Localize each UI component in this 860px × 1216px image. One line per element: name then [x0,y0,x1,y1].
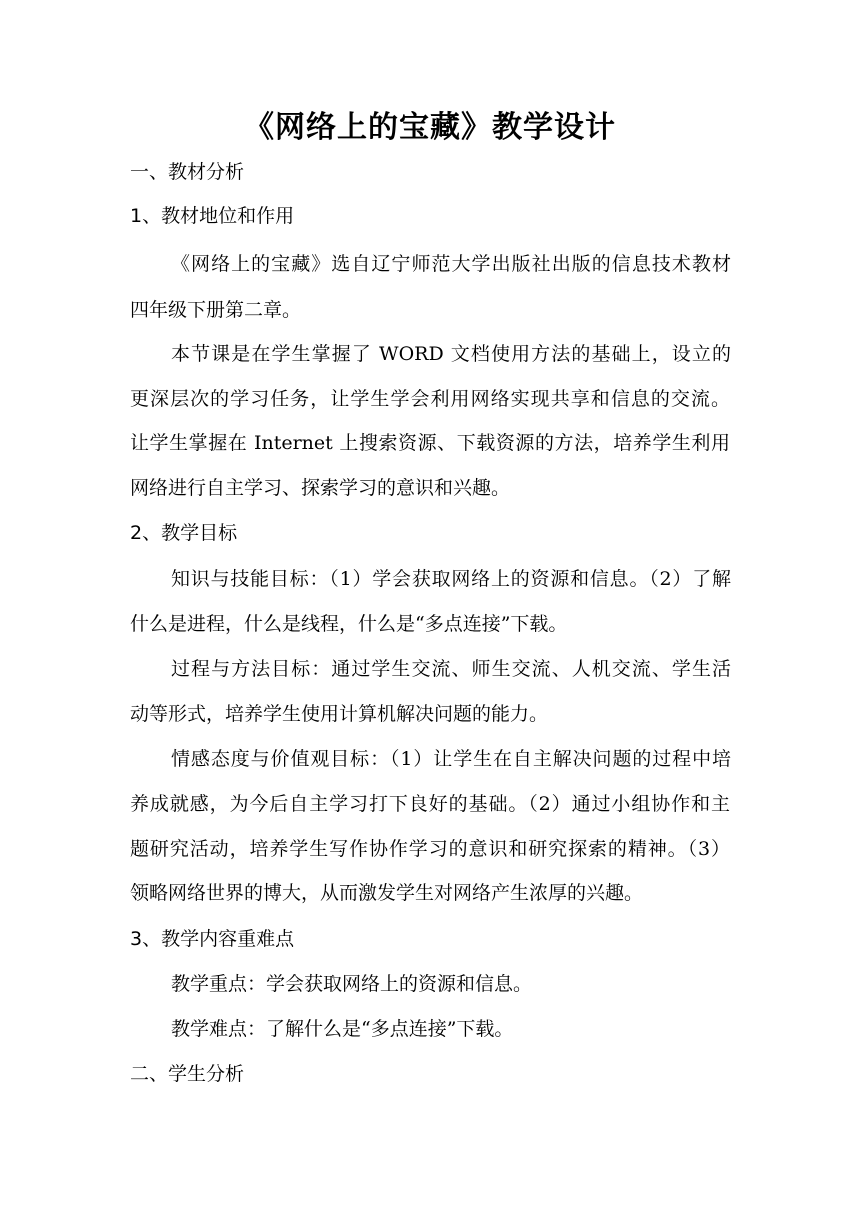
paragraph-line: 教学难点：了解什么是“多点连接”下载。 [171,1018,514,1040]
paragraph-line: 领略网络世界的博大，从而激发学生对网络产生浓厚的兴趣。 [130,882,644,904]
paragraph-line: 更深层次的学习任务，让学生学会利用网络实现共享和信息的交流。 [130,388,730,410]
subheading-teaching-goals: 2、教学目标 [130,522,238,544]
paragraph-line: 情感态度与价值观目标：（1）让学生在自主解决问题的过程中培 [171,748,731,770]
subheading-textbook-position: 1、教材地位和作用 [130,205,295,227]
section-heading-textbook-analysis: 一、教材分析 [130,161,245,183]
paragraph-line: 让学生掌握在 Internet 上搜索资源、下载资源的方法，培养学生利用 [130,432,730,454]
paragraph-line: 网络进行自主学习、探索学习的意识和兴趣。 [130,477,511,499]
paragraph-line: 教学重点：学会获取网络上的资源和信息。 [171,973,533,995]
paragraph-line: 养成就感，为今后自主学习打下良好的基础。（2）通过小组协作和主 [130,793,730,815]
document-title: 《网络上的宝藏》教学设计 [244,110,616,145]
paragraph-line: 《网络上的宝藏》选自辽宁师范大学出版社出版的信息技术教材 [171,253,731,275]
paragraph-line: 题研究活动，培养学生写作协作学习的意识和研究探索的精神。（3） [130,838,730,860]
section-heading-student-analysis: 二、学生分析 [130,1063,245,1085]
paragraph-line: 什么是进程，什么是线程，什么是“多点连接”下载。 [130,613,568,635]
paragraph-line: 过程与方法目标：通过学生交流、师生交流、人机交流、学生活 [171,658,731,680]
paragraph-line: 本节课是在学生掌握了 WORD 文档使用方法的基础上，设立的 [171,343,731,365]
paragraph-line: 知识与技能目标：（1）学会获取网络上的资源和信息。（2）了解 [171,568,731,590]
paragraph-line: 动等形式，培养学生使用计算机解决问题的能力。 [130,703,549,725]
subheading-key-points: 3、教学内容重难点 [130,928,295,950]
paragraph-line: 四年级下册第二章。 [130,299,302,321]
